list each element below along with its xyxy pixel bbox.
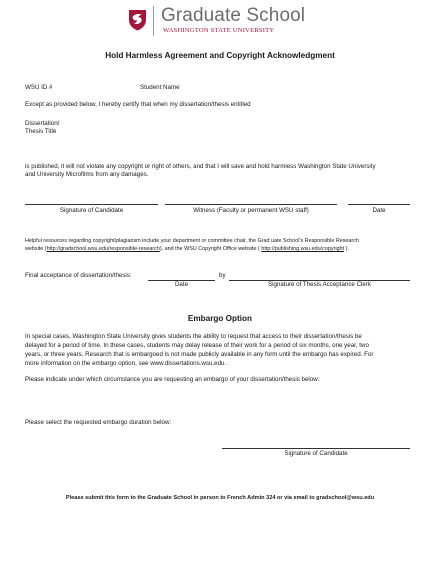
clerk-signature-label: Signature of Thesis Acceptance Clerk <box>267 281 372 288</box>
embargo-title: Embargo Option <box>187 314 253 323</box>
responsible-research-link[interactable]: http://gradschool.wsu.edu/responsible-research <box>46 246 160 252</box>
submission-instructions: Please submit this form to the Graduate School in person to French Admin 324 or via email to gradschool@wsu.edu <box>65 495 375 501</box>
embargo-paragraph-2: delayed for a period of time. In these cases, students may delay release of their work for a period of six months, one year, two <box>25 342 369 349</box>
embargo-signature-line <box>222 448 410 449</box>
resources-copyright-prefix: ), and the WSU Copyright Office website ( <box>159 246 260 252</box>
witness-signature-label: Witness (Faculty or permanent WSU staff) <box>193 207 309 214</box>
resources-text-1: Helpful resources regarding copyright/plagiarism include your department or committee chair, the Grad uate School's Responsible Research <box>25 238 359 244</box>
candidate-signature-label: Signature of Candidate <box>59 207 124 214</box>
resources-website-prefix: website ( <box>25 246 47 252</box>
form-title: Hold Harmless Agreement and Copyright Acknowledgment <box>105 51 335 60</box>
embargo-paragraph-1: In special cases, Washington State University gives students the ability to request that access to their dissertation/thesis be <box>25 333 362 340</box>
embargo-signature-label: Signature of Candidate <box>284 450 348 457</box>
certify-text: Except as provided below, I hereby certify that when my dissertation/thesis entitled <box>25 101 251 108</box>
copyright-office-link[interactable]: http://publishing.wsu.edu/copyright <box>261 246 345 252</box>
published-text-2: and University Microfilms from any damages. <box>25 171 149 178</box>
date-line <box>348 204 410 205</box>
thesis-title-label: Thesis Title <box>25 128 57 135</box>
candidate-signature-line <box>25 204 158 205</box>
student-name-label: Student Name <box>140 84 180 91</box>
embargo-duration-prompt: Please select the requested embargo duration below: <box>25 419 172 426</box>
by-label: by <box>219 272 226 279</box>
final-acceptance-label: Final acceptance of dissertation/thesis: <box>25 272 132 279</box>
dissertation-label: Dissertation/ <box>25 120 60 127</box>
wsu-cougar-logo <box>128 9 147 31</box>
acceptance-date-label: Date <box>174 281 189 288</box>
date-label: Date <box>372 207 386 214</box>
logo-divider <box>153 6 154 36</box>
resources-text-2 <box>25 245 349 253</box>
university-name: WASHINGTON STATE UNIVERSITY <box>163 27 275 34</box>
embargo-paragraph-4: more information on the embargo option, see www.dissertations.wsu.edu. <box>25 360 227 367</box>
embargo-paragraph-3: years, or three years. Research that is embargoed is not made publicly available in any form until the embargo has expired. For <box>25 351 374 358</box>
wsu-id-label: WSU ID # <box>25 84 53 91</box>
graduate-school-title: Graduate School <box>161 5 306 26</box>
embargo-circumstance-prompt: Please indicate under which circumstance you are requesting an embargo of your dissertation/thesis below: <box>25 376 320 383</box>
witness-signature-line <box>165 204 337 205</box>
resources-suffix: ). <box>345 246 349 252</box>
published-text-1: is published, it will not violate any copyright or right of others, and that I will save and hold harmless Washington State University <box>25 163 376 170</box>
